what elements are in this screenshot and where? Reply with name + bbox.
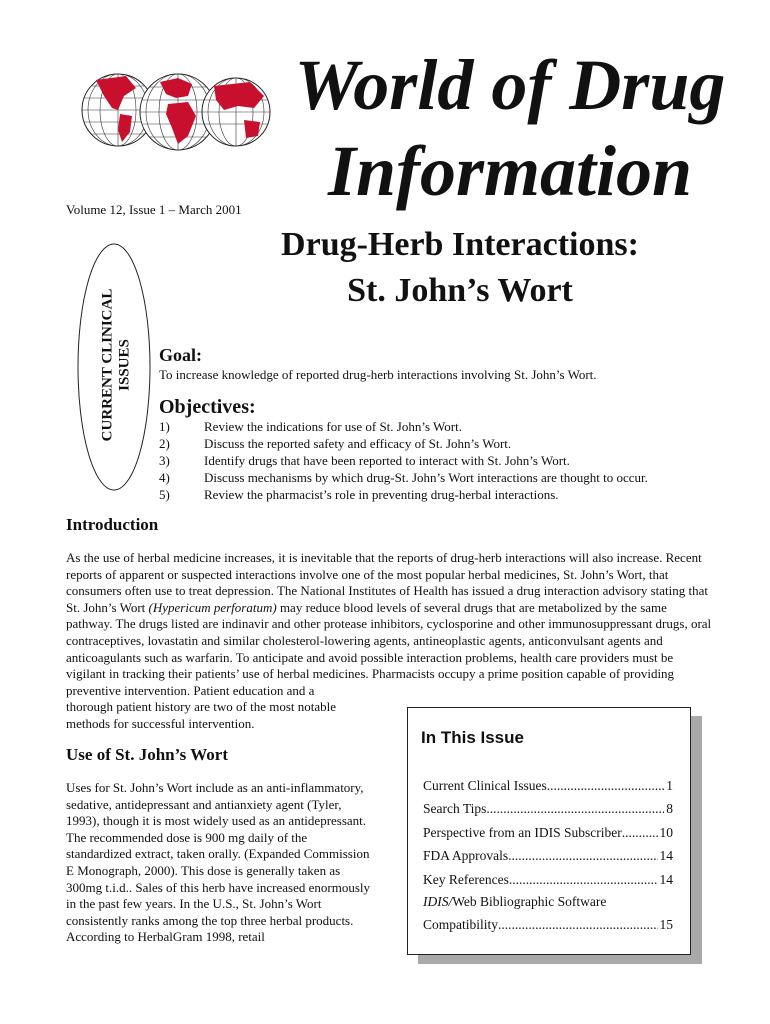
section-label-line1: CURRENT CLINICAL [99, 288, 116, 442]
toc-item[interactable]: Key References ..... 14 [423, 864, 673, 888]
article-title [250, 222, 670, 314]
toc-item-idis-line2[interactable]: Compatibility ..... 15 [423, 910, 673, 934]
introduction-heading: Introduction [66, 515, 159, 534]
objective-item: 2) Discuss the reported safety and efficacy of St. John’s Wort. [159, 436, 512, 451]
toc-item[interactable]: Current Clinical Issues ..... 1 [423, 770, 673, 794]
use-section-heading: Use of St. John’s Wort [66, 745, 228, 764]
introduction-continued: thorough patient history are two of the most notable methods for successful intervention. [66, 699, 337, 731]
article-title-line2: St. John’s Wort [347, 272, 573, 309]
toc-item[interactable]: Perspective from an IDIS Subscriber ..... 10 [423, 817, 673, 841]
newsletter-title-line1: World of Drug [294, 45, 726, 125]
toc-item[interactable]: Search Tips ..... 8 [423, 794, 673, 818]
toc-list [423, 770, 673, 933]
section-label [78, 260, 154, 470]
latin-name: (Hypericum perforatum) [148, 599, 277, 615]
newsletter-title [275, 42, 745, 214]
toc-item-idis-line1[interactable]: IDIS/ Web Bibliographic Software [423, 893, 607, 909]
globe-logo-icon [74, 50, 274, 180]
objectives-list [159, 418, 648, 503]
goal-heading: Goal: [159, 345, 202, 365]
section-label-line2: ISSUES [116, 339, 133, 391]
objective-item: 1) Review the indications for use of St. John’s Wort. [159, 419, 462, 434]
introduction-paragraph: As the use of herbal medicine increases, it is inevitable that the reports of drug-herb interactions will also increase. Recent reports of apparent or suspected interactions involve one of the most popular herbal medicines, St. John’s Wort, that consumers often use to treat depression. The National Institutes of Health has issued a drug interaction advisory stating that St. John’s Wort (Hypericum perforatum) may reduce blood levels of several drugs that are metabolized by the same pathway. The drugs listed are indinavir and other protease inhibitors, cyclosporine and other immunosuppressant drugs, oral contraceptives, lovastatin and similar cholesterol-lowering agents, antineoplastic agents, anticonvulsant agents and anticoagulants such as warfarin. To anticipate and avoid possible interaction problems, health care providers must be vigilant in tracking their patients’ use of herbal medicines. Pharmacists occupy a prime position capable of providing preventive intervention. Patient education and a [66, 550, 712, 698]
goal-text: To increase knowledge of reported drug-herb interactions involving St. John’s Wort. [159, 367, 597, 382]
newsletter-title-line2: Information [327, 131, 693, 211]
toc-item[interactable]: FDA Approvals ..... 14 [423, 841, 673, 865]
article-title-line1: Drug-Herb Interactions: [281, 226, 639, 263]
objective-item: 3) Identify drugs that have been reported to interact with St. John’s Wort. [159, 453, 570, 468]
objectives-heading: Objectives: [159, 396, 256, 418]
volume-issue-date: Volume 12, Issue 1 – March 2001 [66, 202, 242, 217]
use-section-text: Uses for St. John’s Wort include as an anti-inflammatory, sedative, antidepressant and antianxiety agent (Tyler, 1993), though it is most widely used as an antidepressant. The recommended dose is 900 mg daily of the standardized extract, taken orally. (Expanded Commission E Monograph, 2000). This dose is generally taken as 300mg t.i.d.. Sales of this herb have increased enormously in the past few years. In the U.S., St. John’s Wort consistently ranks among the top three herbal products. According to HerbalGram 1998, retail [66, 780, 370, 945]
objective-item: 4) Discuss mechanisms by which drug-St. John’s Wort interactions are thought to occur. [159, 470, 648, 485]
in-this-issue-heading: In This Issue [421, 728, 524, 747]
objective-item: 5) Review the pharmacist’s role in preventing drug-herbal interactions. [159, 487, 559, 502]
